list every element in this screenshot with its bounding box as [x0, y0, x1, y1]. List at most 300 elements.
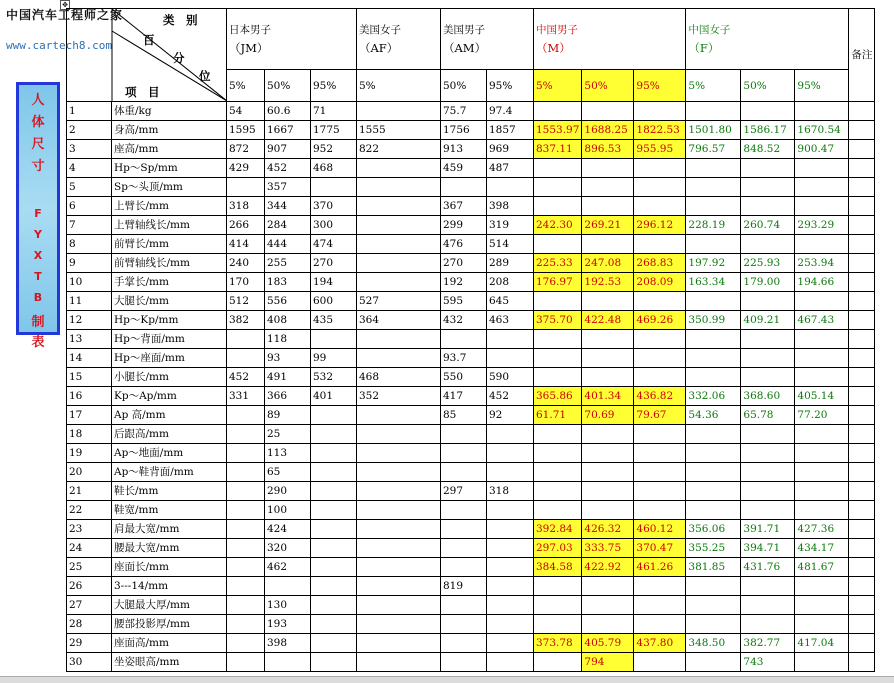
value-cell [795, 178, 849, 197]
group-code: （AF） [359, 41, 399, 56]
row-item: 腰部投影厚/mm [112, 615, 227, 634]
value-cell: 85 [441, 406, 487, 425]
row-number: 23 [67, 520, 112, 539]
value-cell [487, 520, 534, 539]
value-cell: 468 [311, 159, 357, 178]
value-cell [311, 577, 357, 596]
value-cell [357, 463, 441, 482]
value-cell: 436.82 [634, 387, 686, 406]
value-cell [582, 159, 634, 178]
value-cell [357, 596, 441, 615]
value-cell [686, 425, 741, 444]
value-cell: 487 [487, 159, 534, 178]
value-cell [311, 406, 357, 425]
side-title-char: 制 [31, 315, 45, 330]
percentile-header: 5% [686, 70, 741, 102]
value-cell: 491 [265, 368, 311, 387]
value-cell [741, 368, 795, 387]
row-number: 8 [67, 235, 112, 254]
value-cell [534, 596, 582, 615]
value-cell: 176.97 [534, 273, 582, 292]
value-cell [357, 520, 441, 539]
row-item: 体重/kg [112, 102, 227, 121]
value-cell [441, 330, 487, 349]
table-row [67, 311, 875, 330]
value-cell: 113 [265, 444, 311, 463]
corner-fraction-label: 分 [173, 51, 185, 65]
value-cell [634, 482, 686, 501]
value-cell [795, 235, 849, 254]
side-title-char: 寸 [31, 159, 45, 174]
table-row [67, 558, 875, 577]
value-cell: 384.58 [534, 558, 582, 577]
table-row [67, 330, 875, 349]
row-item: 后跟高/mm [112, 425, 227, 444]
row-number: 24 [67, 539, 112, 558]
value-cell [634, 463, 686, 482]
row-item: 前臂轴线长/mm [112, 254, 227, 273]
row-number: 21 [67, 482, 112, 501]
value-cell: 514 [487, 235, 534, 254]
row-number: 13 [67, 330, 112, 349]
row-number: 14 [67, 349, 112, 368]
value-cell: 1775 [311, 121, 357, 140]
value-cell [741, 197, 795, 216]
value-cell [634, 292, 686, 311]
value-cell: 253.94 [795, 254, 849, 273]
value-cell [357, 102, 441, 121]
value-cell: 183 [265, 273, 311, 292]
row-item: 鞋长/mm [112, 482, 227, 501]
value-cell [441, 520, 487, 539]
value-cell: 299 [441, 216, 487, 235]
value-cell [357, 634, 441, 653]
value-cell: 476 [441, 235, 487, 254]
row-number: 18 [67, 425, 112, 444]
value-cell [582, 178, 634, 197]
value-cell: 79.67 [634, 406, 686, 425]
row-number: 7 [67, 216, 112, 235]
value-cell [311, 558, 357, 577]
remark-cell [849, 235, 875, 254]
group-code: （M） [536, 41, 571, 56]
corner-item-label: 项 目 [125, 85, 160, 99]
percentile-header: 50% [441, 70, 487, 102]
value-cell [357, 273, 441, 292]
value-cell: 366 [265, 387, 311, 406]
side-title-panel [16, 82, 60, 350]
remark-cell [849, 273, 875, 292]
value-cell: 89 [265, 406, 311, 425]
percentile-header: 5% [227, 70, 265, 102]
value-cell [357, 577, 441, 596]
value-cell: 242.30 [534, 216, 582, 235]
table-row [67, 368, 875, 387]
value-cell [741, 349, 795, 368]
value-cell [686, 577, 741, 596]
row-item: 手掌长/mm [112, 273, 227, 292]
remark-cell [849, 482, 875, 501]
row-item: Ap～鞋背面/mm [112, 463, 227, 482]
value-cell: 429 [227, 159, 265, 178]
row-number: 25 [67, 558, 112, 577]
group-header [357, 9, 441, 70]
value-cell [795, 330, 849, 349]
group-header [534, 9, 686, 70]
value-cell: 284 [265, 216, 311, 235]
value-cell: 1857 [487, 121, 534, 140]
value-cell [795, 425, 849, 444]
value-cell: 331 [227, 387, 265, 406]
value-cell: 405.14 [795, 387, 849, 406]
value-cell [227, 482, 265, 501]
value-cell: 422.48 [582, 311, 634, 330]
value-cell [534, 501, 582, 520]
group-code: （JM） [229, 41, 269, 56]
value-cell: 837.11 [534, 140, 582, 159]
value-cell: 590 [487, 368, 534, 387]
value-cell [534, 292, 582, 311]
value-cell [582, 463, 634, 482]
group-header [441, 9, 534, 70]
value-cell: 907 [265, 140, 311, 159]
value-cell: 364 [357, 311, 441, 330]
table-row [67, 634, 875, 653]
table-row [67, 444, 875, 463]
value-cell [741, 292, 795, 311]
value-cell [582, 292, 634, 311]
remark-cell [849, 159, 875, 178]
watermark-title: 中国汽车工程师之家 [6, 8, 124, 22]
value-cell [686, 368, 741, 387]
remark-cell [849, 501, 875, 520]
table-row [67, 425, 875, 444]
value-cell: 192 [441, 273, 487, 292]
value-cell [634, 235, 686, 254]
value-cell [686, 482, 741, 501]
value-cell: 409.21 [741, 311, 795, 330]
table-move-handle-icon[interactable]: ✥ [60, 0, 70, 10]
remark-cell [849, 140, 875, 159]
value-cell: 319 [487, 216, 534, 235]
value-cell: 1670.54 [795, 121, 849, 140]
value-cell [582, 577, 634, 596]
value-cell: 350.99 [686, 311, 741, 330]
row-number: 5 [67, 178, 112, 197]
value-cell: 357 [265, 178, 311, 197]
table-row [67, 577, 875, 596]
value-cell [795, 653, 849, 672]
value-cell: 467.43 [795, 311, 849, 330]
value-cell [741, 501, 795, 520]
value-cell [357, 653, 441, 672]
value-cell [634, 159, 686, 178]
value-cell [534, 235, 582, 254]
value-cell [634, 425, 686, 444]
value-cell: 163.34 [686, 273, 741, 292]
percentile-header: 50% [265, 70, 311, 102]
value-cell [487, 558, 534, 577]
value-cell [311, 634, 357, 653]
value-cell: 955.95 [634, 140, 686, 159]
value-cell: 512 [227, 292, 265, 311]
value-cell [582, 425, 634, 444]
value-cell: 300 [311, 216, 357, 235]
value-cell: 463 [487, 311, 534, 330]
remark-cell [849, 216, 875, 235]
row-item: 坐姿眼高/mm [112, 653, 227, 672]
side-title-char: T [34, 270, 42, 283]
percentile-header: 95% [311, 70, 357, 102]
value-cell [311, 482, 357, 501]
value-cell: 394.71 [741, 539, 795, 558]
group-code: （F） [688, 41, 720, 56]
value-cell: 417.04 [795, 634, 849, 653]
value-cell: 54.36 [686, 406, 741, 425]
anthropometric-table [66, 8, 875, 672]
value-cell [686, 444, 741, 463]
remark-cell [849, 121, 875, 140]
value-cell [311, 330, 357, 349]
value-cell: 333.75 [582, 539, 634, 558]
table-row [67, 121, 875, 140]
value-cell: 794 [582, 653, 634, 672]
value-cell [311, 653, 357, 672]
value-cell [686, 292, 741, 311]
value-cell: 391.71 [741, 520, 795, 539]
group-name: 日本男子 [229, 24, 271, 37]
row-item: 小腿长/mm [112, 368, 227, 387]
remark-cell [849, 634, 875, 653]
value-cell [227, 425, 265, 444]
remark-cell [849, 520, 875, 539]
value-cell: 54 [227, 102, 265, 121]
value-cell: 269.21 [582, 216, 634, 235]
value-cell: 1822.53 [634, 121, 686, 140]
row-item: Hp～Kp/mm [112, 311, 227, 330]
value-cell [487, 634, 534, 653]
value-cell: 290 [265, 482, 311, 501]
table-row [67, 463, 875, 482]
value-cell [487, 349, 534, 368]
value-cell [441, 615, 487, 634]
group-name: 美国女子 [359, 24, 401, 37]
value-cell: 481.67 [795, 558, 849, 577]
value-cell [357, 197, 441, 216]
value-cell: 452 [227, 368, 265, 387]
value-cell: 370 [311, 197, 357, 216]
value-cell [227, 634, 265, 653]
value-cell: 1667 [265, 121, 311, 140]
row-number: 11 [67, 292, 112, 311]
value-cell [227, 444, 265, 463]
row-item: Ap～地面/mm [112, 444, 227, 463]
value-cell [441, 444, 487, 463]
value-cell: 952 [311, 140, 357, 159]
value-cell: 194 [311, 273, 357, 292]
value-cell [741, 615, 795, 634]
value-cell [311, 178, 357, 197]
value-cell [795, 102, 849, 121]
value-cell: 900.47 [795, 140, 849, 159]
row-number: 20 [67, 463, 112, 482]
value-cell: 318 [487, 482, 534, 501]
value-cell: 270 [311, 254, 357, 273]
value-cell [795, 501, 849, 520]
value-cell [795, 292, 849, 311]
value-cell: 550 [441, 368, 487, 387]
value-cell [686, 615, 741, 634]
row-item: Hp～座面/mm [112, 349, 227, 368]
value-cell: 422.92 [582, 558, 634, 577]
value-cell: 444 [265, 235, 311, 254]
value-cell [634, 577, 686, 596]
value-cell [441, 634, 487, 653]
value-cell: 595 [441, 292, 487, 311]
value-cell: 382 [227, 311, 265, 330]
value-cell [582, 235, 634, 254]
side-title-char: F [34, 207, 42, 220]
value-cell: 913 [441, 140, 487, 159]
value-cell [227, 539, 265, 558]
value-cell [795, 463, 849, 482]
row-item: 座面长/mm [112, 558, 227, 577]
value-cell: 645 [487, 292, 534, 311]
value-cell [534, 482, 582, 501]
value-cell: 352 [357, 387, 441, 406]
value-cell [311, 615, 357, 634]
value-cell: 228.19 [686, 216, 741, 235]
remark-cell [849, 653, 875, 672]
side-title-char: X [33, 249, 43, 262]
value-cell [634, 444, 686, 463]
value-cell: 293.29 [795, 216, 849, 235]
percentile-header: 5% [534, 70, 582, 102]
row-number: 27 [67, 596, 112, 615]
value-cell [741, 178, 795, 197]
value-cell [441, 425, 487, 444]
value-cell [741, 482, 795, 501]
remark-cell [849, 330, 875, 349]
value-cell [441, 178, 487, 197]
value-cell [741, 596, 795, 615]
value-cell [582, 501, 634, 520]
value-cell: 401 [311, 387, 357, 406]
value-cell [534, 653, 582, 672]
value-cell: 382.77 [741, 634, 795, 653]
value-cell [686, 330, 741, 349]
value-cell [227, 615, 265, 634]
row-item: 前臂长/mm [112, 235, 227, 254]
value-cell: 427.36 [795, 520, 849, 539]
value-cell: 527 [357, 292, 441, 311]
remark-cell [849, 197, 875, 216]
value-cell [487, 501, 534, 520]
value-cell: 469.26 [634, 311, 686, 330]
value-cell [357, 330, 441, 349]
side-title-char: 体 [31, 115, 45, 130]
value-cell [741, 235, 795, 254]
value-cell: 556 [265, 292, 311, 311]
value-cell: 318 [227, 197, 265, 216]
value-cell: 97.4 [487, 102, 534, 121]
value-cell: 460.12 [634, 520, 686, 539]
remark-cell [849, 102, 875, 121]
value-cell: 432 [441, 311, 487, 330]
value-cell: 375.70 [534, 311, 582, 330]
row-number: 30 [67, 653, 112, 672]
value-cell: 260.74 [741, 216, 795, 235]
value-cell [487, 577, 534, 596]
value-cell: 462 [265, 558, 311, 577]
group-name: 中国男子 [536, 24, 578, 37]
value-cell [741, 577, 795, 596]
value-cell [227, 653, 265, 672]
value-cell: 77.20 [795, 406, 849, 425]
value-cell: 332.06 [686, 387, 741, 406]
remark-cell [849, 178, 875, 197]
group-name: 美国男子 [443, 24, 485, 37]
value-cell [227, 558, 265, 577]
value-cell [795, 444, 849, 463]
value-cell [311, 463, 357, 482]
value-cell: 426.32 [582, 520, 634, 539]
value-cell: 819 [441, 577, 487, 596]
value-cell [487, 425, 534, 444]
row-number: 12 [67, 311, 112, 330]
row-number: 15 [67, 368, 112, 387]
value-cell: 468 [357, 368, 441, 387]
value-cell [441, 463, 487, 482]
value-cell [357, 501, 441, 520]
corner-percent-label: 百 [143, 33, 155, 47]
remark-header: 备注 [849, 9, 875, 102]
value-cell [227, 178, 265, 197]
percentile-header: 50% [741, 70, 795, 102]
value-cell [441, 596, 487, 615]
value-cell: 194.66 [795, 273, 849, 292]
value-cell: 100 [265, 501, 311, 520]
table-row [67, 596, 875, 615]
row-item: 上臂轴线长/mm [112, 216, 227, 235]
value-cell [441, 558, 487, 577]
value-cell: 1501.80 [686, 121, 741, 140]
value-cell [582, 596, 634, 615]
side-title-char: Y [34, 228, 42, 241]
value-cell [582, 102, 634, 121]
value-cell: 270 [441, 254, 487, 273]
remark-cell [849, 387, 875, 406]
table-row [67, 653, 875, 672]
value-cell [487, 653, 534, 672]
watermark [6, 6, 166, 52]
row-item: 身高/mm [112, 121, 227, 140]
table-row [67, 159, 875, 178]
value-cell: 398 [487, 197, 534, 216]
remark-cell [849, 539, 875, 558]
row-number: 28 [67, 615, 112, 634]
value-cell: 969 [487, 140, 534, 159]
value-cell [265, 577, 311, 596]
table-row [67, 482, 875, 501]
group-name: 中国女子 [688, 24, 731, 37]
remark-cell [849, 596, 875, 615]
row-number: 3 [67, 140, 112, 159]
value-cell: 344 [265, 197, 311, 216]
value-cell [795, 349, 849, 368]
value-cell [686, 596, 741, 615]
value-cell: 848.52 [741, 140, 795, 159]
